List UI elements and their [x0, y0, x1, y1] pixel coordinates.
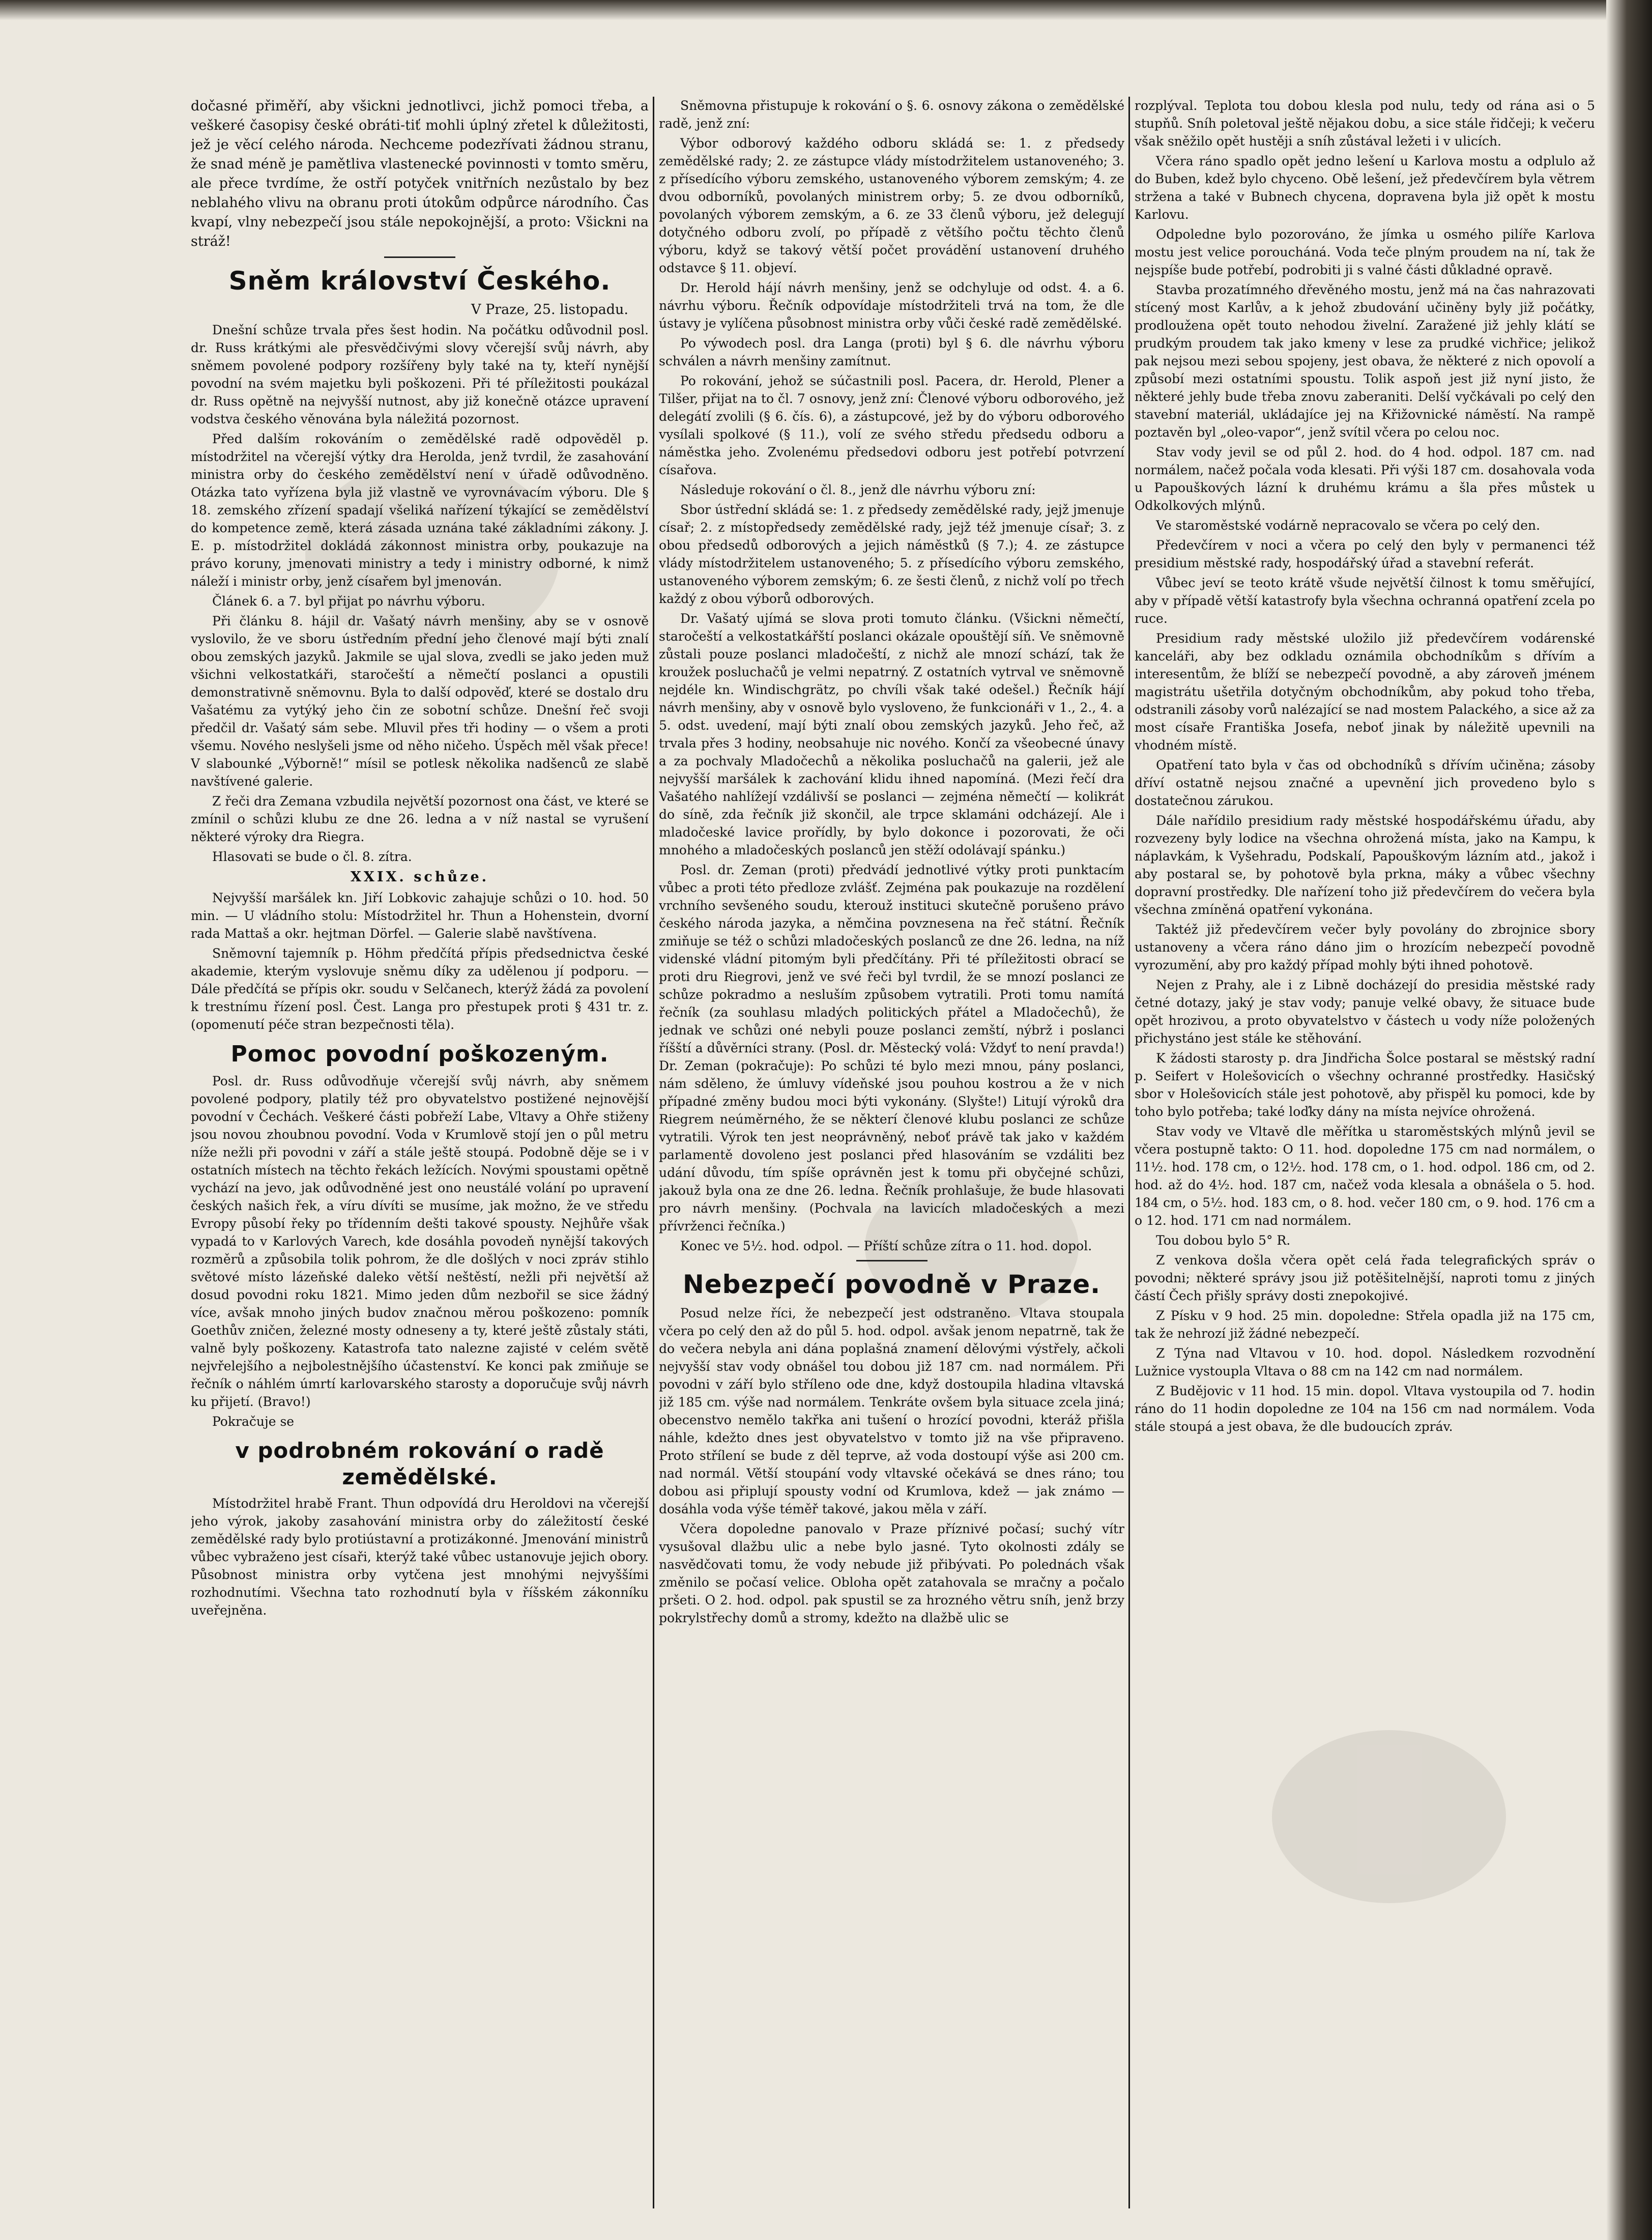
article-text: Ve staroměstské vodárně nepracovalo se včera po celý den. [1156, 518, 1541, 533]
article-text: Dr. Herold hájí návrh menšiny, jenž se odchyluje od odst. 4. a 6. návrhu výboru. Řečník odpovídaje místodržiteli trvá na tom, že dle ústavy je vylíčena působnost ministra orby vůči české radě zemědělské. [659, 280, 1124, 331]
section-heading: Pomoc povodní poškozeným. [230, 1041, 609, 1067]
article-text: Následuje rokování o čl. 8., jenž dle návrhu výboru zní: [680, 482, 1036, 497]
article-text: Před dalším rokováním o zemědělské radě odpověděl p. místodržitel na včerejší výtky dra Herolda, jenž tvrdil, že zasahování ministra orby do českého zemědělství není v úřadě odůvodněno. Otázka tato vyřízena byla již vlastně ve vyrovnávacím výboru. Dle § 18. zemského zřízení spadají všeliká nařízení týkající se zemědělství do kompetence země, která zásada uznána také základními zákony. J. E. p. místodržitel dokládá zákonnost ministra orby, poukazuje na právo koruny, jmenovati ministry a tedy i ministry odborné, k nimž náleží i ministr orby, jenž císařem byl jmenován. [191, 432, 649, 589]
article-text: Stav vody ve Vltavě dle měřítka u staroměstských mlýnů jevil se včera postupně takto: O 11. hod. dopoledne 175 cm nad normálem, o 11½. hod. 178 cm, o 12½. hod. 178 cm, o 1. hod. odpol. 186 cm, od 2. hod. až do 4½. hod. 187 cm, načež voda klesala a obnášela o 5. hod. 184 cm, o 5½. hod. 183 cm, o 8. hod. večer 180 cm, o 9. hod. 176 cm a o 12. hod. 171 cm nad normálem. [1135, 1124, 1595, 1228]
article-text: Včera ráno spadlo opět jedno lešení u Karlova mostu a odplulo až do Buben, kdež bylo chyceno. Obě lešení, jež předevčírem byla větrem stržena a také v Bubnech chycena, dopravena byla již opět k mostu Karlovu. [1135, 154, 1595, 222]
section-heading: Nebezpečí povodně v Praze. [682, 1270, 1101, 1299]
article-text: Předevčírem v noci a včera po celý den byly v permanenci též presidium městské rady, hospodářský úřad a stavební referát. [1135, 538, 1595, 570]
article-text: Konec ve 5½. hod. odpol. — Příští schůze zítra o 11. hod. dopol. [680, 1239, 1092, 1253]
dateline: V Praze, 25. listopadu. [471, 302, 628, 318]
article-text: rozplýval. Teplota tou dobou klesla pod nulu, tedy od rána asi o 5 stupňů. Sníh poletoval ještě nějakou dobu, a sice stále řidčeji; k večeru však sněžilo opět hustěji a sníh zůstával ležeti i v ulicích. [1135, 98, 1595, 149]
article-text: Stavba prozatímného dřevěného mostu, jenž má na čas nahrazovati stícený most Karlův, a k jehož zbudování učiněny byly již počátky, prodloužena opět touto nehodou živelní. Zaražené již jehly klátí se prudkým proudem tak jako kmeny v lese za prudké vichřice; jelikož pak nejsou mezi sebou spojeny, jest obava, že některé z nich opovolí a způsobí mezi ostatními spoustu. Tolik aspoň jest již nyní jisto, že některé jehly bude třeba znovu zaberaniti. Delší vyčkávali po celý den stavební materiál, ukládajíce jej na Křižovnické náměstí. Na rampě poztavěn byl „oleo-vapor“, jenž svítil včera po celou noc. [1135, 282, 1595, 440]
article-text: Sněmovna přistupuje k rokování o §. 6. osnovy zákona o zemědělské radě, jenž zní: [659, 98, 1124, 131]
section-heading: Sněm království Českého. [228, 266, 611, 296]
article-text: Nejen z Prahy, ale i z Libně docházejí do presidia městské rady četné dotazy, jaký je stav vody; panuje velké obavy, že situace bude opět hrozivou, a proto obyvatelstvo v částech u vody níže položených přichystáno jest stále ke stěhování. [1135, 978, 1595, 1046]
article-text: K žádosti starosty p. dra Jindřicha Šolce postaral se městský radní p. Seifert v Holešovicích o všechny ochranné prostředky. Hasičský sbor v Holešovicích stále jest pohotově, aby přispěl ku pomoci, kde by toho bylo potřeba; také loďky dány na místa nejvíce ohrožená. [1135, 1051, 1595, 1119]
article-text: Hlasovati se bude o čl. 8. zítra. [212, 849, 412, 864]
article-text: Místodržitel hrabě Frant. Thun odpovídá dru Heroldovi na včerejší jeho výrok, jakoby zasahování ministra orby do záležitostí české zemědělské rady bylo protiústavní a protizákonné. Jmenování ministrů vůbec vybraženo jest císaři, kterýž také vůbec ustanovuje jejich obory. Působnost ministra orby vytčena jest mnohými nejvyššími rozhodnutími. Všechna tato rozhodnutí byla v říšském zákonníku uveřejněna. [191, 1496, 649, 1618]
article-text: Odpoledne bylo pozorováno, že jímka u osmého pilíře Karlova mostu jest velice poroucháná. Voda teče plným proudem na ní, tak že nejspíše bude potřebí, podrobiti ji s valné části důkladné opravě. [1135, 227, 1595, 277]
article-text: dočasné přiměří, aby všickni jednotlivci, jichž pomoci třeba, a veškeré časopisy české obráti-tiť mohli úplný zřetel k důležitosti, jež je věcí celého národa. Nechceme podezřívati žádnou stranu, že snad méně je pamětliva vlastenecké povinnosti v tomto směru, ale přece tvrdíme, že ostří potyček vnitřních nezůstalo by bez neblahého vlivu na obranu proti útokům odpůrce národního. Čas kvapí, vlny nebezpečí jsou stále nepokojnější, a proto: Všickni na stráž! [191, 98, 649, 249]
article-text: Posl. dr. Zeman (proti) předvádí jednotlivé výtky proti punktacím vůbec a proti této předloze zvlášť. Zejména pak poukazuje na rozdělení vrchního sevšeného soudu, kterouž instituci skutečně porušeno právo českého národa jazyka, a němčina povznesena na řeč státní. Řečník zmiňuje se též o schůzi mladočeských poslanců ze dne 26. ledna, na níž videnské vládní pitomým byli předčítány. Při té příležitosti obrací se proti dru Riegrovi, jenž ve své řeči byl tvrdil, že se mnozí poslanci ze schůze pokradmo a nesluším způsobem vytratili. Proti tomu namítá řečník (za souhlasu mladých politických přátel a Mladočechů), že jednak ve schůzi oné nebyli pouze poslanci zemští, nýbrž i poslanci říšští a důvěrníci strany. (Posl. dr. Městecký volá: Vždyť to není pravda!) Dr. Zeman (pokračuje): Po schůzi té bylo mezi mnou, pány poslanci, nám sděleno, že úmluvy vídeňské jsou pouhou kostrou a že v nich případné změny budou moci býti vykonány. (Slyšte!) Litují výroků dra Riegrem neúměrného, že se některí členové klubu poslanci ze schůze vytratili. Výrok ten jest neoprávněný, neboť právě tak jako v každém parlamentě dovoleno jest poslanci před hlasováním se vzdáliti bez udání důvodu, tím spíše oprávněn jest k tomu při obyčejné schůzi, jakouž byla ona ze dne 26. ledna. Řečník prohlašuje, že bude hlasovati pro návrh menšiny. (Pochvala na lavicích mladočeských a mezi přívrženci řečníka.) [659, 863, 1124, 1233]
article-text: Vůbec jeví se teoto krátě všude největší čilnost k tomu směřující, aby v případě větší katastrofy byla všechna ochranná opatření zcela po ruce. [1135, 576, 1595, 626]
article-text: Dnešní schůze trvala přes šest hodin. Na počátku odůvodnil posl. dr. Russ krátkými ale přesvědčivými slovy včerejší svůj návrh, aby sněmem povolené podpory rozšířeny byly také na ty, kteří nynější povodní na svém majetku byli poškozeni. Při té příležitosti poukázal dr. Russ opětně na nejvyšší nutnost, aby již konečně otázce upravení vodstva českého věnována byla náležitá pozornost. [191, 323, 649, 426]
article-text: Tou dobou bylo 5° R. [1156, 1233, 1291, 1248]
article-text: Pokračuje se [212, 1414, 295, 1429]
article-text: Sněmovní tajemník p. Höhm předčítá přípis předsednictva české akademie, kterým vyslovuje sněmu díky za udělenou jí podporu. — Dále předčítá se přípis okr. soudu v Selčanech, kterýž žádá za povolení k trestnímu řízení posl. Čest. Langa pro přestupek proti § 431 tr. z. (opomenutí péče stran bezpečnosti těla). [191, 946, 649, 1032]
article-text: Dr. Vašatý ujímá se slova proti tomuto článku. (Všickni němečtí, staročeští a velkostatkářští poslanci okázale opouštějí síň. Ve sněmovně zůstali pouze poslanci mladočeští, z nichž ale mnozí schází, tak že kroužek posluchačů je velmi nepatrný. Z ostatních vytrval ve sněmovně nejdéle kn. Windischgrätz, po chvíli však také odešel.) Řečník hájí návrh menšiny, aby v osnově bylo vysloveno, že funkcionáři v 1., 2., 4. a 5. odst. uvedení, mají býti znalí obou zemských jazyků. Jeho řeč, až trvala přes 3 hodiny, neobsahuje nic nového. Končí za všeobecné únavy a za pochvaly Mladočechů a několika posluchačů na galerii, jež ale nejvyšší maršálek k zachování klidu ihned napomíná. (Mezi řečí dra Vašatého nahlížejí vzdálivší se poslanci — zejména němečtí — kolikrát do síně, zda řečník již skončil, ale trpce sklamáni odcházejí. Ale i mladočeské lavice prořídly, by bylo dokonce i pozorovati, že oči mnohého a mladočeských poslanců jen stěží odolávají spánku.) [659, 611, 1124, 857]
article-text: Stav vody jevil se od půl 2. hod. do 4 hod. odpol. 187 cm. nad normálem, načež počala voda klesati. Při výši 187 cm. dosahovala voda u Papouškových lázní k druhému krámu a šla přes můstek u Odkolkových mlýnů. [1135, 445, 1595, 513]
section-rule [384, 256, 455, 258]
article-text: Článek 6. a 7. byl přijat po návrhu výboru. [212, 594, 485, 609]
article-text: Taktéž již předevčírem večer byly povolány do zbrojnice sbory ustanoveny a včera ráno dáno jim o hrozícím nebezpečí povodně vyrozumění, aby pro každý případ mohly býti ihned pohotově. [1135, 922, 1595, 972]
scan-right-edge [1606, 0, 1652, 2240]
scan-top-edge [0, 0, 1652, 20]
column-divider [1128, 97, 1130, 2208]
article-text: Opatření tato byla v čas od obchodníků s dřívím učiněna; zásoby dříví ostatně nejsou značné a upevnění jich provedeno bylo s dostatečnou zárukou. [1135, 758, 1595, 808]
column-3 [1135, 97, 1595, 2209]
article-text: Z řeči dra Zemana vzbudila největší pozornost ona část, ve které se zmínil o schůzi klubu ze dne 26. ledna a v níž nastal se vyrušení některé výroky dra Riegra. [191, 794, 649, 844]
article-text: Z Týna nad Vltavou v 10. hod. dopol. Následkem rozvodnění Lužnice vystoupla Vltava o 88 cm na 142 cm nad normálem. [1135, 1346, 1595, 1379]
article-text: Posl. dr. Russ odůvodňuje včerejší svůj návrh, aby sněmem povolené podpory, platily též pro obyvatelstvo postižené nejnovější povodní v Čechách. Veškeré části pobřeží Labe, Vltavy a Ohře stiženy jsou novou zhoubnou povodní. Voda v Krumlově stojí jen o půl metru níže nežli při povodni v září a stále ještě stoupá. Podobně děje se i v ostatních místech na těchto řekách ležících. Novými spoustami opětně vychází na jevo, jak odůvodněné jest ono neustálé volání po upravení českých našich řek, a víru dívíti se musíme, jak možno, že ve středu Evropy působí řeky po třídenním dešti takové spousty. Nejhůře však vypadá to v Karlových Varech, kde dosáhla povodeň nynější takových rozměrů a způsobila tolik pohrom, že dle došlých v noci zpráv stihlo světové místo lázeňské daleko větší neštěstí, nežli při největší až dosud povodni roku 1821. Mimo jeden dům nezbořil se sice žádný více, avšak mnoho jiných budov značnou měrou poškozeno: pomník Goethův zničen, železné mosty odneseny a ty, které ještě zůstaly státi, valně byly poškozeny. Katastrofa tato nalezne zajisté v celém světě nejvřelejšího a nejbolestnějšího účastenství. Ke konci pak zmiňuje se řečník o náhlém úmrtí karlovarského starosty a doporučuje svůj návrh ku přijetí. (Bravo!) [191, 1074, 649, 1409]
article-text: Po rokování, jehož se súčastnili posl. Pacera, dr. Herold, Plener a Tilšer, přijat na to čl. 7 osnovy, jenž zní: Členové výboru odborového, jež delegátí zvolili (§ 6. čís. 6), a zástupcové, jež by do výboru odborového vysílali spolkové (§ 11.), volí ze svého středu předsedu odboru a náměstka jeho. Zvolenému předsedovi odboru jest potřebí potvrzení císařova. [659, 374, 1124, 477]
article-text: Nejvyšší maršálek kn. Jiří Lobkovic zahajuje schůzi o 10. hod. 50 min. — U vládního stolu: Místodržitel hr. Thun a Hohenstein, dvorní rada Mattaš a okr. hejtman Dörfel. — Galerie slabě navštívena. [191, 891, 649, 941]
article-text: Z Písku v 9 hod. 25 min. dopoledne: Střela opadla již na 175 cm, tak že nehrozí již žádné nebezpečí. [1135, 1308, 1595, 1341]
article-text: Sbor ústřední skládá se: 1. z předsedy zemědělské rady, jejž jmenuje císař; 2. z místopředsedy zemědělské rady, jejž též jmenuje císař; 3. z obou předsedů odborových a jejich náměstků (§ 7.); 4. ze zástupce vlády místodržitelem ustanoveného; 5. z přísedícího výboru zemského, ustanoveného výborem zemským; 6. ze šesti členů, z nichž volí po třech každý z obou výborů odborových. [659, 502, 1124, 606]
section-rule [856, 1260, 928, 1261]
article-text: Z Budějovic v 11 hod. 15 min. dopol. Vltava vystoupila od 7. hodin ráno do 11 hodin dopoledne ze 104 na 156 cm nad normálem. Voda stále stoupá a jest obava, že dle budoucích zpráv. [1135, 1384, 1595, 1434]
column-divider [653, 97, 654, 2208]
article-text: Po výwodech posl. dra Langa (proti) byl § 6. dle návrhu výboru schválen a návrh menšiny zamítnut. [659, 336, 1124, 368]
article-text: Z venkova došla včera opět celá řada telegrafických správ o povodni; některé správy jsou již potěšitelnější, naproti tomu z jiných částí Čech přišly správy dosti znepokojivé. [1135, 1253, 1595, 1303]
article-text: Včera dopoledne panovalo v Praze příznivé počasí; suchý vítr vysušoval dlažbu ulic a nebe bylo jasné. Tyto okolnosti zdály se nasvědčovati tomu, že vody nebude již přibývati. Po polednách však změnilo se počasí velice. Obloha opět zatahovala se mračny a počalo pršeti. O 2. hod. odpol. pak spustil se za hrozného větru sníh, jenž brzy pokrylstřechy domů a stromy, kdežto na dlažbě ulic se [659, 1521, 1124, 1625]
article-text: Presidium rady městské uložilo již předevčírem vodárenské kanceláři, aby bez odkladu oznámila obchodníkům s dřívím a interesentům, že blíží se nebezpečí povodně, a aby zároveň jménem magistrátu ušetřila dotyčným obchodníkům, aby pokud toho třeba, odstranili zásoby vorů nalézající se nad mostem Palackého, a sice až za most císaře Františka Josefa, neboť jinak by náležitě upevnili na vhodném místě. [1135, 631, 1595, 753]
article-text: Výbor odborový každého odboru skládá se: 1. z předsedy zemědělské rady; 2. ze zástupce vlády místodržitelem ustanoveného; 3. z přísedícího výboru zemského, ustanoveného výborem zemským; 4. ze dvou odborníků, povolaných ministrem orby; 5. ze dvou odborníků, povolaných výborem zemským, a 6. ze 33 členů výboru, jež delegují dotyčného odboru zvolí, po případě z většího počtu těchto členů výboru, když se takový větší počet provádění ustanovení druhého odstavce § 11. objeví. [659, 136, 1124, 275]
column-2 [659, 97, 1124, 2209]
section-heading: v podrobném rokování o radě zemědělské. [235, 1438, 604, 1489]
article-text: Posud nelze říci, že nebezpečí jest odstraněno. Vltava stoupala včera po celý den až do půl 5. hod. odpol. avšak jenom nepatrně, tak že do večera nebyla ani dána poplašná znamení dělovými výstřely, ačkoli nejvyšší stav vody obnášel tou dobou již 187 cm. nad normálem. Při povodni v září bylo stříleno ode dne, když dostoupila hladina vltavská již 185 cm. výše nad normálem. Tenkráte ovšem byla situace zcela jiná; obecenstvo nemělo takřka ani tušení o hrozící povodni, kteráž přišla náhle, kdežto dnes jest obyvatelstvo v tomto již na vše připraveno. Proto střílení se bude z děl teprve, až voda dostoupí výše asi 200 cm. nad normál. Větší stoupání vody vltavské očekává se dnes ráno; tou dobou asi připlují spousty vodní od Krumlova, kdež — jak známo — dosáhla voda výše téměř takové, jakou měla v září. [659, 1306, 1124, 1516]
column-1 [191, 97, 649, 2209]
session-heading: XXIX. schůze. [350, 869, 489, 885]
article-text: Při článku 8. hájil dr. Vašatý návrh menšiny, aby se v osnově vyslovilo, že ve sboru ústředním přední jeho členové mají býti znalí obou zemských jazyků. Jakmile se ujal slova, zvedli se jako jeden muž všichni velkostatkáři, staročeští a němečtí poslanci a opustili demonstrativně sněmovnu. Byla to další odpověď, které se dostalo dru Vašatému za vytýký jeho čin ze sobotní schůze. Dnešní řeč svoji předčil dr. Vašatý sám sebe. Mluvil přes tři hodiny — o všem a proti všemu. Nového neslyšeli jsme od něho ničeho. Úspěch měl však přece! V slabounké „Výborně!“ mísil se potlesk několika nadšenců ze slabě navštívené galerie. [191, 614, 649, 789]
article-text: Dále nařídilo presidium rady městské hospodářskému úřadu, aby rozvezeny byly lodice na všechna ohrožená místa, jako na Kampu, k náplavkám, k Vyšehradu, Podskalí, Papouškovým lázním atd., jakož i aby postaral se, by pohotově byla prkna, máky a vůbec všechny dopravní prostředky. Dle nařízení toho již předevčírem do večera byla všechna zmíněná opatření vykonána. [1135, 813, 1595, 917]
